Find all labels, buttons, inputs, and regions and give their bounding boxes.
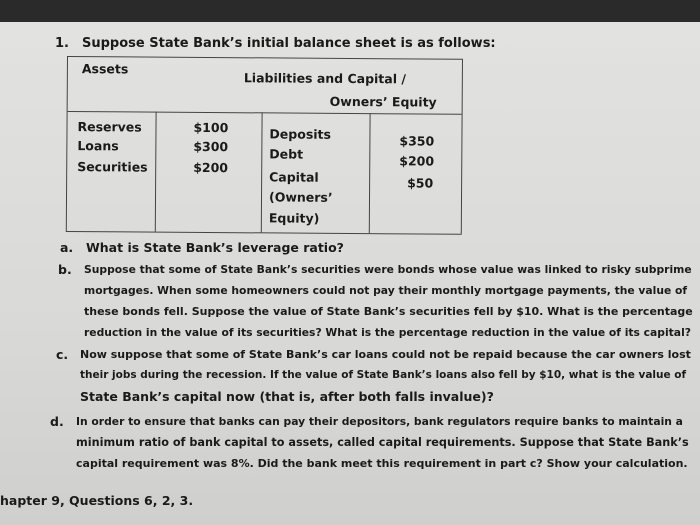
liability-label-debt: Debt	[269, 146, 304, 162]
question-c-line: their jobs during the recession. If the value of State Bank’s loans also fell by $10, what is the value of	[80, 369, 687, 381]
balance-sheet-table	[66, 56, 463, 235]
asset-label-loans: Loans	[77, 138, 119, 154]
chapter-reference: hapter 9, Questions 6, 2, 3.	[0, 493, 194, 508]
question-b-line: mortgages. When some homeowners could not pay their monthly mortgage payments, the value of	[84, 284, 688, 297]
liability-label-deposits: Deposits	[269, 126, 332, 142]
liability-label-owners: (Owners’	[268, 189, 333, 205]
question-b-line: these bonds fell. Suppose the value of State Bank’s securities fell by $10. What is the percentage	[84, 305, 693, 318]
assets-header: Assets	[81, 61, 129, 77]
question-b-line: Suppose that some of State Bank’s securities were bonds whose value was linked to risky subprime	[84, 263, 692, 276]
liability-value-capital: $50	[407, 175, 434, 191]
question-d-line: minimum ratio of bank capital to assets, called capital requirements. Suppose that State Bank’s	[76, 436, 689, 449]
liability-label-capital: Capital	[269, 169, 319, 185]
question-b-line: reduction in the value of its securities? What is the percentage reduction in the value of its capital?	[84, 326, 691, 339]
question-d-line: In order to ensure that banks can pay their depositors, bank regulators require banks to maintain a	[76, 415, 683, 428]
asset-value-loans: $300	[193, 138, 229, 155]
liabilities-header-line1: Liabilities and Capital /	[243, 70, 407, 87]
table-column-divider	[369, 113, 371, 233]
asset-value-securities: $200	[193, 159, 229, 176]
liabilities-header-line2: Owners’ Equity	[329, 93, 437, 110]
question-letter-c: c.	[56, 347, 69, 362]
question-letter-d: d.	[50, 414, 64, 429]
question-intro: Suppose State Bank’s initial balance sheet is as follows:	[82, 36, 496, 51]
liability-value-deposits: $350	[399, 133, 435, 149]
question-d-line: capital requirement was 8%. Did the bank meet this requirement in part c? Show your calculation.	[76, 457, 688, 470]
question-a-line: What is State Bank’s leverage ratio?	[86, 240, 344, 255]
liability-value-debt: $200	[399, 153, 435, 169]
asset-value-reserves: $100	[193, 119, 229, 136]
question-letter-b: b.	[58, 262, 72, 277]
question-c-line: Now suppose that some of State Bank’s car loans could not be repaid because the car owners lost	[80, 348, 691, 361]
liability-label-equity: Equity)	[268, 210, 320, 226]
question-c-line: State Bank’s capital now (that is, after both falls invalue)?	[80, 389, 494, 404]
asset-label-reserves: Reserves	[77, 119, 142, 135]
table-column-divider	[261, 112, 263, 232]
question-number: 1.	[55, 36, 69, 51]
question-letter-a: a.	[60, 240, 74, 255]
asset-label-securities: Securities	[77, 159, 148, 175]
table-header-divider	[68, 111, 462, 115]
table-column-divider	[155, 112, 157, 232]
top-dark-edge	[0, 0, 700, 24]
